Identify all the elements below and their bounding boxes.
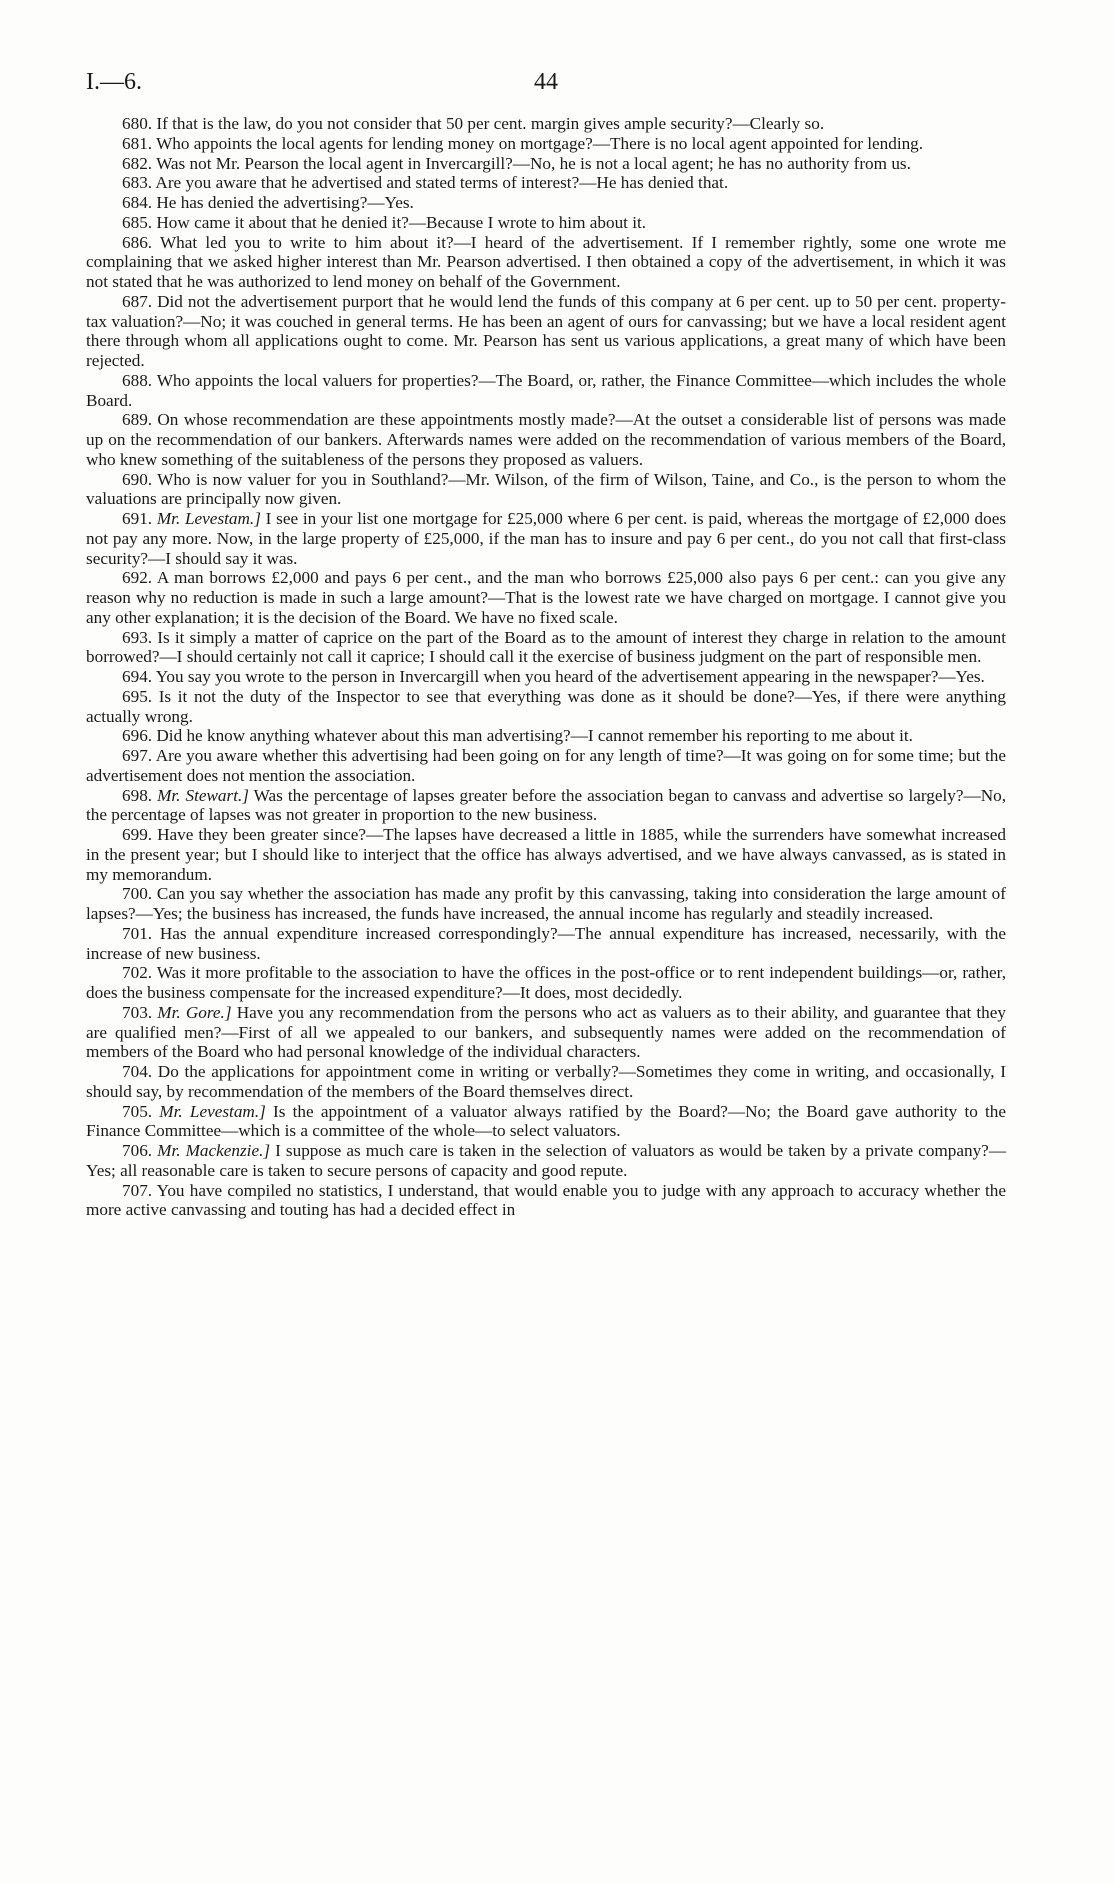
evidence-paragraph: 686. What led you to write to him about it?—I heard of the advertisement. If I remember rightly, some one wrote me complaining that we asked higher interest than Mr. Pearson advertised. I then obtained a copy of the advertisement, in which it was not stated that he was authorized to lend money on behalf of the Government. xyxy=(86,232,1006,291)
paragraph-text: Have you any recommendation from the persons who act as valuers as to their ability, and guarantee that they are qualified men?—First of all we appealed to our bankers, and subsequently names were added on the recommendation of members of the Board who had personal knowledge of the individual characters. xyxy=(86,1002,1007,1062)
evidence-paragraph: 702. Was it more profitable to the association to have the offices in the post-office or to rent independent buildings—or, rather, does the business compensate for the increased expenditure?—It does, most decidedly. xyxy=(86,963,1006,1002)
speaker-name: Mr. Gore.] xyxy=(157,1002,232,1022)
question-number: 691. xyxy=(122,509,153,528)
evidence-paragraph: 692. A man borrows £2,000 and pays 6 per cent., and the man who borrows £25,000 also pays 6 per cent.: can you give any reason why no reduction is made in such a large amount?—That is the lowest rate we have charged on mortgage. I cannot give you any other explanation; it is the decision of the Board. We have no fixed scale. xyxy=(86,568,1006,627)
evidence-paragraph: 690. Who is now valuer for you in Southland?—Mr. Wilson, of the firm of Wilson, Taine, and Co., is the person to whom the valuations are principally now given. xyxy=(86,469,1006,509)
paragraph-text: Was the percentage of lapses greater before the association began to canvass and advertise so largely?—No, the percentage of lapses was not greater in proportion to the new business. xyxy=(86,785,1006,825)
page-header xyxy=(86,62,1006,102)
speaker-name: Mr. Levestam.] xyxy=(159,1101,266,1121)
evidence-paragraph xyxy=(86,786,1006,826)
evidence-paragraph: 701. Has the annual expenditure increased correspondingly?—The annual expenditure has increased, necessarily, with the increase of new business. xyxy=(86,923,1006,963)
evidence-paragraph: 693. Is it simply a matter of caprice on the part of the Board as to the amount of interest they charge in relation to the amount borrowed?—I should certainly not call it caprice; I should call it the exercise of business judgment on the part of responsible men. xyxy=(86,627,1006,667)
evidence-paragraph: 696. Did he know anything whatever about this man advertising?—I cannot remember his reporting to me about it. xyxy=(122,726,913,746)
paragraph-text: Is the appointment of a valuator always ratified by the Board?—No; the Board gave authority to the Finance Committee—which is a committee of the whole—to select valuators. xyxy=(86,1101,1007,1141)
evidence-paragraph: 689. On whose recommendation are these appointments mostly made?—At the outset a considerable list of persons was made up on the recommendation of our bankers. Afterwards names were added on the recommendation of various members of the Board, who knew something of the suitableness of the persons they proposed as valuers. xyxy=(86,410,1006,469)
evidence-paragraph: 695. Is it not the duty of the Inspector to see that everything was done as it should be done?—Yes, if there were anything actually wrong. xyxy=(86,686,1006,726)
evidence-paragraph: 680. If that is the law, do you not consider that 50 per cent. margin gives ample security?—Clearly so. xyxy=(122,114,825,133)
evidence-paragraph: 684. He has denied the advertising?—Yes. xyxy=(122,193,414,212)
evidence-body xyxy=(86,114,1006,1220)
paragraph-text: I see in your list one mortgage for £25,000 where 6 per cent. is paid, whereas the mortgage of £2,000 does not pay any more. Now, in the large property of £25,000, if the man has to insure and pay 6 per cent., do you not call that first-class security?—I should say it was. xyxy=(86,509,1007,568)
question-number: 705. xyxy=(122,1101,153,1121)
evidence-paragraph: 707. You have compiled no statistics, I understand, that would enable you to judge with any approach to accuracy whether the more active canvassing and touting has had a decided effect in xyxy=(86,1180,1006,1220)
question-number: 706. xyxy=(122,1141,153,1160)
speaker-name: Mr. Mackenzie.] xyxy=(157,1141,271,1160)
evidence-paragraph: 704. Do the applications for appointment come in writing or verbally?—Sometimes they come in writing, and occasionally, I should say, by recommendation of the members of the Board themselves direct. xyxy=(86,1062,1006,1101)
question-number: 698. xyxy=(122,785,153,805)
question-number: 703. xyxy=(122,1002,153,1022)
evidence-paragraph xyxy=(86,1102,1006,1142)
evidence-paragraph: 683. Are you aware that he advertised and stated terms of interest?—He has denied that. xyxy=(122,173,729,193)
evidence-paragraph: 681. Who appoints the local agents for lending money on mortgage?—There is no local agent appointed for lending. xyxy=(122,133,924,153)
evidence-paragraph xyxy=(86,1141,1006,1181)
evidence-paragraph: 699. Have they been greater since?—The lapses have decreased a little in 1885, while the surrenders have somewhat increased in the present year; but I should like to interject that the office has always advertised, and we have always canvassed, as is stated in my memorandum. xyxy=(86,825,1006,884)
paragraph-text: I suppose as much care is taken in the selection of valuators as would be taken by a private company?—Yes; all reasonable care is taken to secure persons of capacity and good repute. xyxy=(86,1141,1007,1180)
evidence-paragraph xyxy=(86,1003,1006,1062)
paper-reference: I.—6. xyxy=(86,69,142,95)
evidence-paragraph: 682. Was not Mr. Pearson the local agent in Invercargill?—No, he is not a local agent; he has no authority from us. xyxy=(122,153,911,173)
evidence-paragraph: 694. You say you wrote to the person in Invercargill when you heard of the advertisement appearing in the newspaper?—Yes. xyxy=(122,667,985,686)
evidence-paragraph: 685. How came it about that he denied it?—Because I wrote to him about it. xyxy=(122,212,647,232)
speaker-name: Mr. Levestam.] xyxy=(156,509,261,528)
evidence-paragraph: 688. Who appoints the local valuers for properties?—The Board, or, rather, the Finance Committee—which includes the whole Board. xyxy=(86,370,1006,410)
speaker-name: Mr. Stewart.] xyxy=(157,785,249,805)
evidence-paragraph: 687. Did not the advertisement purport that he would lend the funds of this company at 6 per cent. up to 50 per cent. property-tax valuation?—No; it was couched in general terms. He has been an agent of ours for canvassing; but we have a local resident agent there through whom all applications ought to come. Mr. Pearson has sent us various applications, a great many of which have been rejected. xyxy=(86,291,1006,370)
page-number: 44 xyxy=(534,69,558,95)
evidence-paragraph: 697. Are you aware whether this advertising had been going on for any length of time?—It was going on for some time; but the advertisement does not mention the association. xyxy=(86,746,1006,785)
evidence-paragraph xyxy=(86,509,1006,568)
evidence-paragraph: 700. Can you say whether the association has made any profit by this canvassing, taking into consideration the large amount of lapses?—Yes; the business has increased, the funds have increased, the annual income has regularly and steadily increased. xyxy=(86,884,1006,923)
